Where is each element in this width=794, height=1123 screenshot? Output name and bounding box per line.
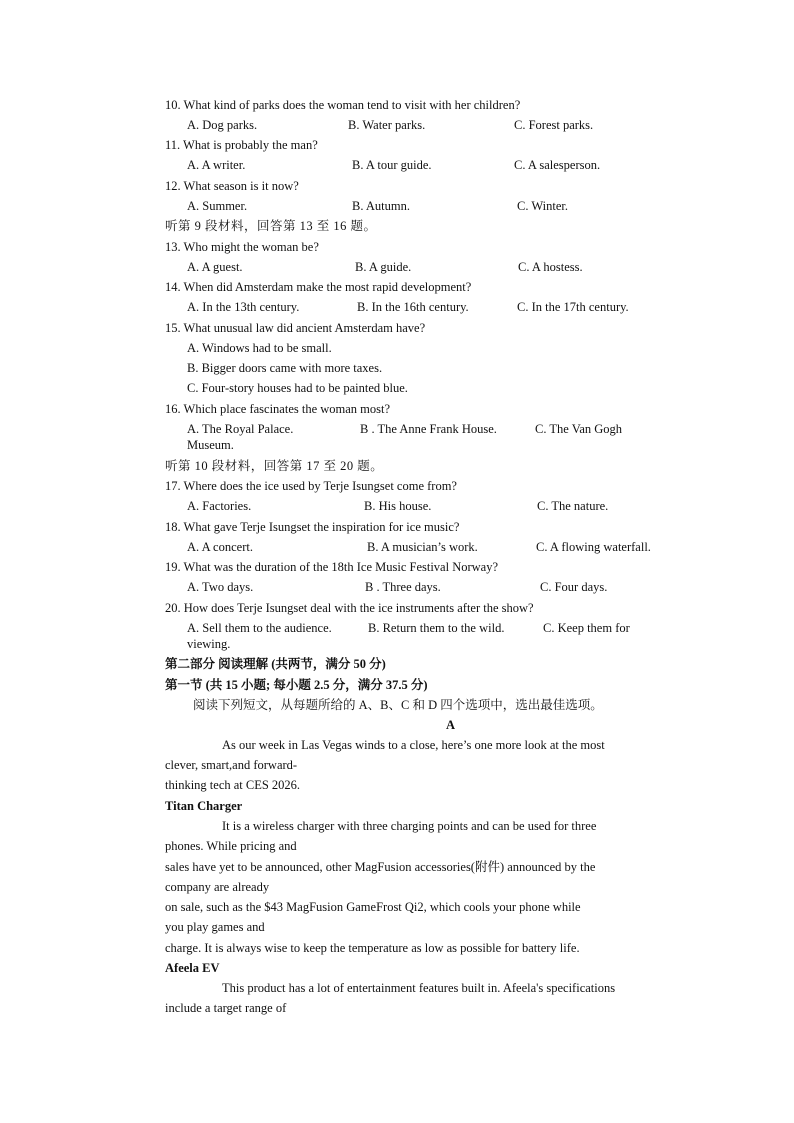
option-b: B. Autumn. <box>352 199 410 213</box>
option-a: A. Windows had to be small. <box>187 341 332 355</box>
option-b: B. Bigger doors came with more taxes. <box>187 361 383 375</box>
option-a: A. Dog parks. <box>187 118 258 132</box>
option-a: A. A writer. <box>187 158 246 172</box>
paragraph-line: This product has a lot of entertainment features built in. Afeela's specifications <box>222 981 616 995</box>
paragraph-line: It is a wireless charger with three charging points and can be used for three <box>222 819 597 833</box>
option-a: A. A guest. <box>187 260 243 274</box>
option-b: B . The Anne Frank House. <box>360 422 497 436</box>
paragraph-line: thinking tech at CES 2026. <box>165 778 301 792</box>
question-stem: 13. Who might the woman be? <box>165 240 319 254</box>
option-a: A. Two days. <box>187 580 254 594</box>
question-stem: 14. When did Amsterdam make the most rapid development? <box>165 280 472 294</box>
paragraph-line: sales have yet to be announced, other MagFusion accessories(附件) announced by the <box>165 860 596 874</box>
option-c: C. Keep them for <box>543 621 630 635</box>
passage-letter: A <box>446 718 456 732</box>
option-b: B. Water parks. <box>348 118 426 132</box>
question-stem: 11. What is probably the man? <box>165 138 318 152</box>
option-b: B. A musician’s work. <box>367 540 478 554</box>
paragraph-line: As our week in Las Vegas winds to a close, here’s one more look at the most <box>222 738 605 752</box>
question-stem: 15. What unusual law did ancient Amsterdam have? <box>165 321 426 335</box>
paragraph-line: include a target range of <box>165 1001 287 1015</box>
instruction: 阅读下列短文，从每题所给的 A、B、C 和 D 四个选项中，选出最佳选项。 <box>193 698 603 712</box>
option-b: B. In the 16th century. <box>357 300 469 314</box>
option-c: C. A hostess. <box>518 260 583 274</box>
option-c: C. Four-story houses had to be painted blue. <box>187 381 408 395</box>
option-b: B. A tour guide. <box>352 158 432 172</box>
option-b: B . Three days. <box>365 580 441 594</box>
option-c-continued: Museum. <box>187 438 234 452</box>
subheading: Afeela EV <box>165 961 220 975</box>
paragraph-line: charge. It is always wise to keep the temperature as low as possible for battery life. <box>165 941 580 955</box>
option-b: B. Return them to the wild. <box>368 621 505 635</box>
option-c: C. Forest parks. <box>514 118 594 132</box>
question-stem: 20. How does Terje Isungset deal with the ice instruments after the show? <box>165 601 534 615</box>
option-a: A. In the 13th century. <box>187 300 300 314</box>
option-c: C. In the 17th century. <box>517 300 629 314</box>
question-stem: 10. What kind of parks does the woman tend to visit with her children? <box>165 98 521 112</box>
option-a: A. Sell them to the audience. <box>187 621 332 635</box>
option-c: C. The Van Gogh <box>535 422 623 436</box>
option-b: B. His house. <box>364 499 432 513</box>
question-stem: 17. Where does the ice used by Terje Isungset come from? <box>165 479 457 493</box>
question-stem: 16. Which place fascinates the woman most? <box>165 402 391 416</box>
subheading: Titan Charger <box>165 799 243 813</box>
option-a: A. Factories. <box>187 499 252 513</box>
paragraph-line: clever, smart,and forward- <box>165 758 298 772</box>
option-c: C. Winter. <box>517 199 569 213</box>
option-c: C. Four days. <box>540 580 608 594</box>
option-c: C. A flowing waterfall. <box>536 540 651 554</box>
option-b: B. A guide. <box>355 260 412 274</box>
section-note: 听第 9 段材料，回答第 13 至 16 题。 <box>165 219 377 233</box>
question-stem: 18. What gave Terje Isungset the inspiration for ice music? <box>165 520 460 534</box>
paragraph-line: on sale, such as the $43 MagFusion GameFrost Qi2, which cools your phone while <box>165 900 581 914</box>
question-stem: 19. What was the duration of the 18th Ice Music Festival Norway? <box>165 560 499 574</box>
option-c: C. The nature. <box>537 499 609 513</box>
option-a: A. The Royal Palace. <box>187 422 294 436</box>
part-heading: 第二部分 阅读理解 (共两节，满分 50 分) <box>165 657 386 671</box>
paragraph-line: company are already <box>165 880 270 894</box>
option-a: A. Summer. <box>187 199 248 213</box>
option-a: A. A concert. <box>187 540 253 554</box>
option-c-continued: viewing. <box>187 637 231 651</box>
section-note: 听第 10 段材料，回答第 17 至 20 题。 <box>165 459 384 473</box>
paragraph-line: you play games and <box>165 920 265 934</box>
question-stem: 12. What season is it now? <box>165 179 299 193</box>
option-c: C. A salesperson. <box>514 158 601 172</box>
paragraph-line: phones. While pricing and <box>165 839 297 853</box>
section-heading: 第一节 (共 15 小题; 每小题 2.5 分，满分 37.5 分) <box>165 678 428 692</box>
